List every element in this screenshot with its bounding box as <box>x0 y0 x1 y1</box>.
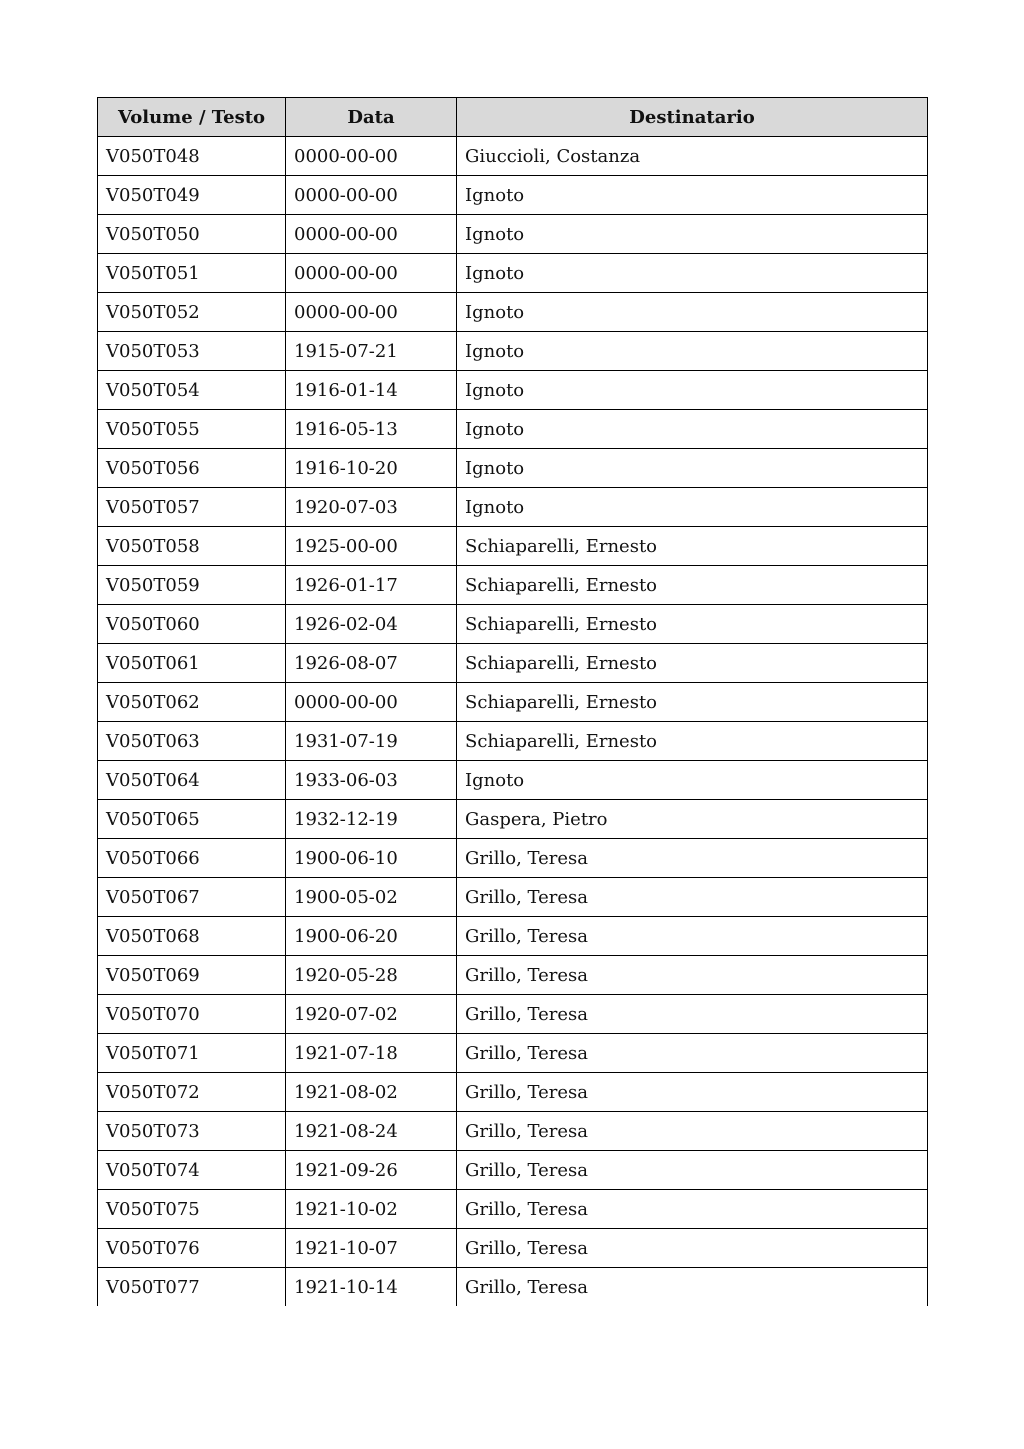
data-cell: 1900-06-20 <box>286 917 457 956</box>
table-row <box>98 371 928 410</box>
volume-testo-cell: V050T058 <box>98 527 286 566</box>
volume-testo-cell: V050T056 <box>98 449 286 488</box>
data-cell: 1921-08-02 <box>286 1073 457 1112</box>
table-row <box>98 839 928 878</box>
volume-testo-cell: V050T069 <box>98 956 286 995</box>
table-row <box>98 917 928 956</box>
data-cell: 1926-02-04 <box>286 605 457 644</box>
volume-testo-cell: V050T057 <box>98 488 286 527</box>
volume-testo-cell: V050T050 <box>98 215 286 254</box>
data-cell: 1920-07-03 <box>286 488 457 527</box>
volume-testo-cell: V050T075 <box>98 1190 286 1229</box>
destinatario-cell: Schiaparelli, Ernesto <box>457 644 928 683</box>
table-row <box>98 488 928 527</box>
table-row <box>98 956 928 995</box>
table-row <box>98 332 928 371</box>
data-cell: 1921-10-02 <box>286 1190 457 1229</box>
destinatario-cell: Grillo, Teresa <box>457 1190 928 1229</box>
table-row <box>98 410 928 449</box>
data-cell: 1933-06-03 <box>286 761 457 800</box>
table-row <box>98 1229 928 1268</box>
volume-testo-cell: V050T070 <box>98 995 286 1034</box>
data-cell: 1921-10-14 <box>286 1268 457 1307</box>
destinatario-cell: Grillo, Teresa <box>457 917 928 956</box>
data-cell: 1915-07-21 <box>286 332 457 371</box>
data-cell: 1932-12-19 <box>286 800 457 839</box>
volume-testo-cell: V050T052 <box>98 293 286 332</box>
table-row <box>98 137 928 176</box>
data-cell: 0000-00-00 <box>286 137 457 176</box>
table-row <box>98 449 928 488</box>
data-cell: 1926-08-07 <box>286 644 457 683</box>
destinatario-cell: Ignoto <box>457 449 928 488</box>
volume-testo-cell: V050T077 <box>98 1268 286 1307</box>
volume-testo-cell: V050T064 <box>98 761 286 800</box>
destinatario-cell: Ignoto <box>457 332 928 371</box>
destinatario-cell: Grillo, Teresa <box>457 1268 928 1307</box>
data-cell: 1900-05-02 <box>286 878 457 917</box>
volume-testo-cell: V050T053 <box>98 332 286 371</box>
table-row <box>98 878 928 917</box>
destinatario-cell: Grillo, Teresa <box>457 956 928 995</box>
table-row <box>98 215 928 254</box>
destinatario-cell: Ignoto <box>457 761 928 800</box>
destinatario-cell: Grillo, Teresa <box>457 1073 928 1112</box>
table-row <box>98 566 928 605</box>
table-body <box>98 137 928 1307</box>
volume-testo-cell: V050T059 <box>98 566 286 605</box>
destinatario-cell: Grillo, Teresa <box>457 995 928 1034</box>
volume-testo-cell: V050T074 <box>98 1151 286 1190</box>
table-header-row <box>98 98 928 137</box>
data-cell: 0000-00-00 <box>286 293 457 332</box>
data-cell: 1921-07-18 <box>286 1034 457 1073</box>
volume-testo-cell: V050T068 <box>98 917 286 956</box>
destinatario-cell: Grillo, Teresa <box>457 878 928 917</box>
letters-table <box>97 97 928 1306</box>
data-cell: 1920-05-28 <box>286 956 457 995</box>
volume-testo-cell: V050T049 <box>98 176 286 215</box>
destinatario-cell: Grillo, Teresa <box>457 1151 928 1190</box>
data-cell: 0000-00-00 <box>286 683 457 722</box>
table-row <box>98 605 928 644</box>
destinatario-cell: Giuccioli, Costanza <box>457 137 928 176</box>
data-cell: 1916-01-14 <box>286 371 457 410</box>
destinatario-cell: Schiaparelli, Ernesto <box>457 527 928 566</box>
data-cell: 0000-00-00 <box>286 176 457 215</box>
destinatario-cell: Gaspera, Pietro <box>457 800 928 839</box>
document-page <box>97 97 927 1306</box>
data-cell: 1925-00-00 <box>286 527 457 566</box>
data-cell: 1921-08-24 <box>286 1112 457 1151</box>
volume-testo-cell: V050T055 <box>98 410 286 449</box>
table-row <box>98 1034 928 1073</box>
volume-testo-cell: V050T063 <box>98 722 286 761</box>
table-row <box>98 800 928 839</box>
table-row <box>98 1073 928 1112</box>
data-cell: 1926-01-17 <box>286 566 457 605</box>
table-row <box>98 293 928 332</box>
destinatario-cell: Grillo, Teresa <box>457 1034 928 1073</box>
table-row <box>98 644 928 683</box>
table-row <box>98 995 928 1034</box>
column-header-destinatario: Destinatario <box>457 98 928 137</box>
volume-testo-cell: V050T072 <box>98 1073 286 1112</box>
data-cell: 1916-10-20 <box>286 449 457 488</box>
table-row <box>98 761 928 800</box>
destinatario-cell: Ignoto <box>457 371 928 410</box>
volume-testo-cell: V050T061 <box>98 644 286 683</box>
table-row <box>98 1190 928 1229</box>
table-row <box>98 254 928 293</box>
table-row <box>98 722 928 761</box>
volume-testo-cell: V050T065 <box>98 800 286 839</box>
volume-testo-cell: V050T062 <box>98 683 286 722</box>
table-row <box>98 527 928 566</box>
column-header-data: Data <box>286 98 457 137</box>
table-row <box>98 1112 928 1151</box>
destinatario-cell: Ignoto <box>457 254 928 293</box>
destinatario-cell: Ignoto <box>457 176 928 215</box>
destinatario-cell: Ignoto <box>457 488 928 527</box>
destinatario-cell: Ignoto <box>457 215 928 254</box>
volume-testo-cell: V050T048 <box>98 137 286 176</box>
volume-testo-cell: V050T071 <box>98 1034 286 1073</box>
destinatario-cell: Schiaparelli, Ernesto <box>457 722 928 761</box>
destinatario-cell: Schiaparelli, Ernesto <box>457 683 928 722</box>
data-cell: 1900-06-10 <box>286 839 457 878</box>
data-cell: 1921-10-07 <box>286 1229 457 1268</box>
table-row <box>98 1268 928 1307</box>
data-cell: 1920-07-02 <box>286 995 457 1034</box>
volume-testo-cell: V050T060 <box>98 605 286 644</box>
destinatario-cell: Schiaparelli, Ernesto <box>457 605 928 644</box>
destinatario-cell: Schiaparelli, Ernesto <box>457 566 928 605</box>
destinatario-cell: Grillo, Teresa <box>457 1229 928 1268</box>
volume-testo-cell: V050T067 <box>98 878 286 917</box>
table-row <box>98 1151 928 1190</box>
data-cell: 0000-00-00 <box>286 215 457 254</box>
volume-testo-cell: V050T076 <box>98 1229 286 1268</box>
column-header-volume-testo: Volume / Testo <box>98 98 286 137</box>
table-row <box>98 683 928 722</box>
volume-testo-cell: V050T066 <box>98 839 286 878</box>
data-cell: 1931-07-19 <box>286 722 457 761</box>
data-cell: 1916-05-13 <box>286 410 457 449</box>
volume-testo-cell: V050T054 <box>98 371 286 410</box>
destinatario-cell: Ignoto <box>457 293 928 332</box>
destinatario-cell: Grillo, Teresa <box>457 839 928 878</box>
volume-testo-cell: V050T073 <box>98 1112 286 1151</box>
destinatario-cell: Ignoto <box>457 410 928 449</box>
volume-testo-cell: V050T051 <box>98 254 286 293</box>
destinatario-cell: Grillo, Teresa <box>457 1112 928 1151</box>
data-cell: 0000-00-00 <box>286 254 457 293</box>
data-cell: 1921-09-26 <box>286 1151 457 1190</box>
table-row <box>98 176 928 215</box>
